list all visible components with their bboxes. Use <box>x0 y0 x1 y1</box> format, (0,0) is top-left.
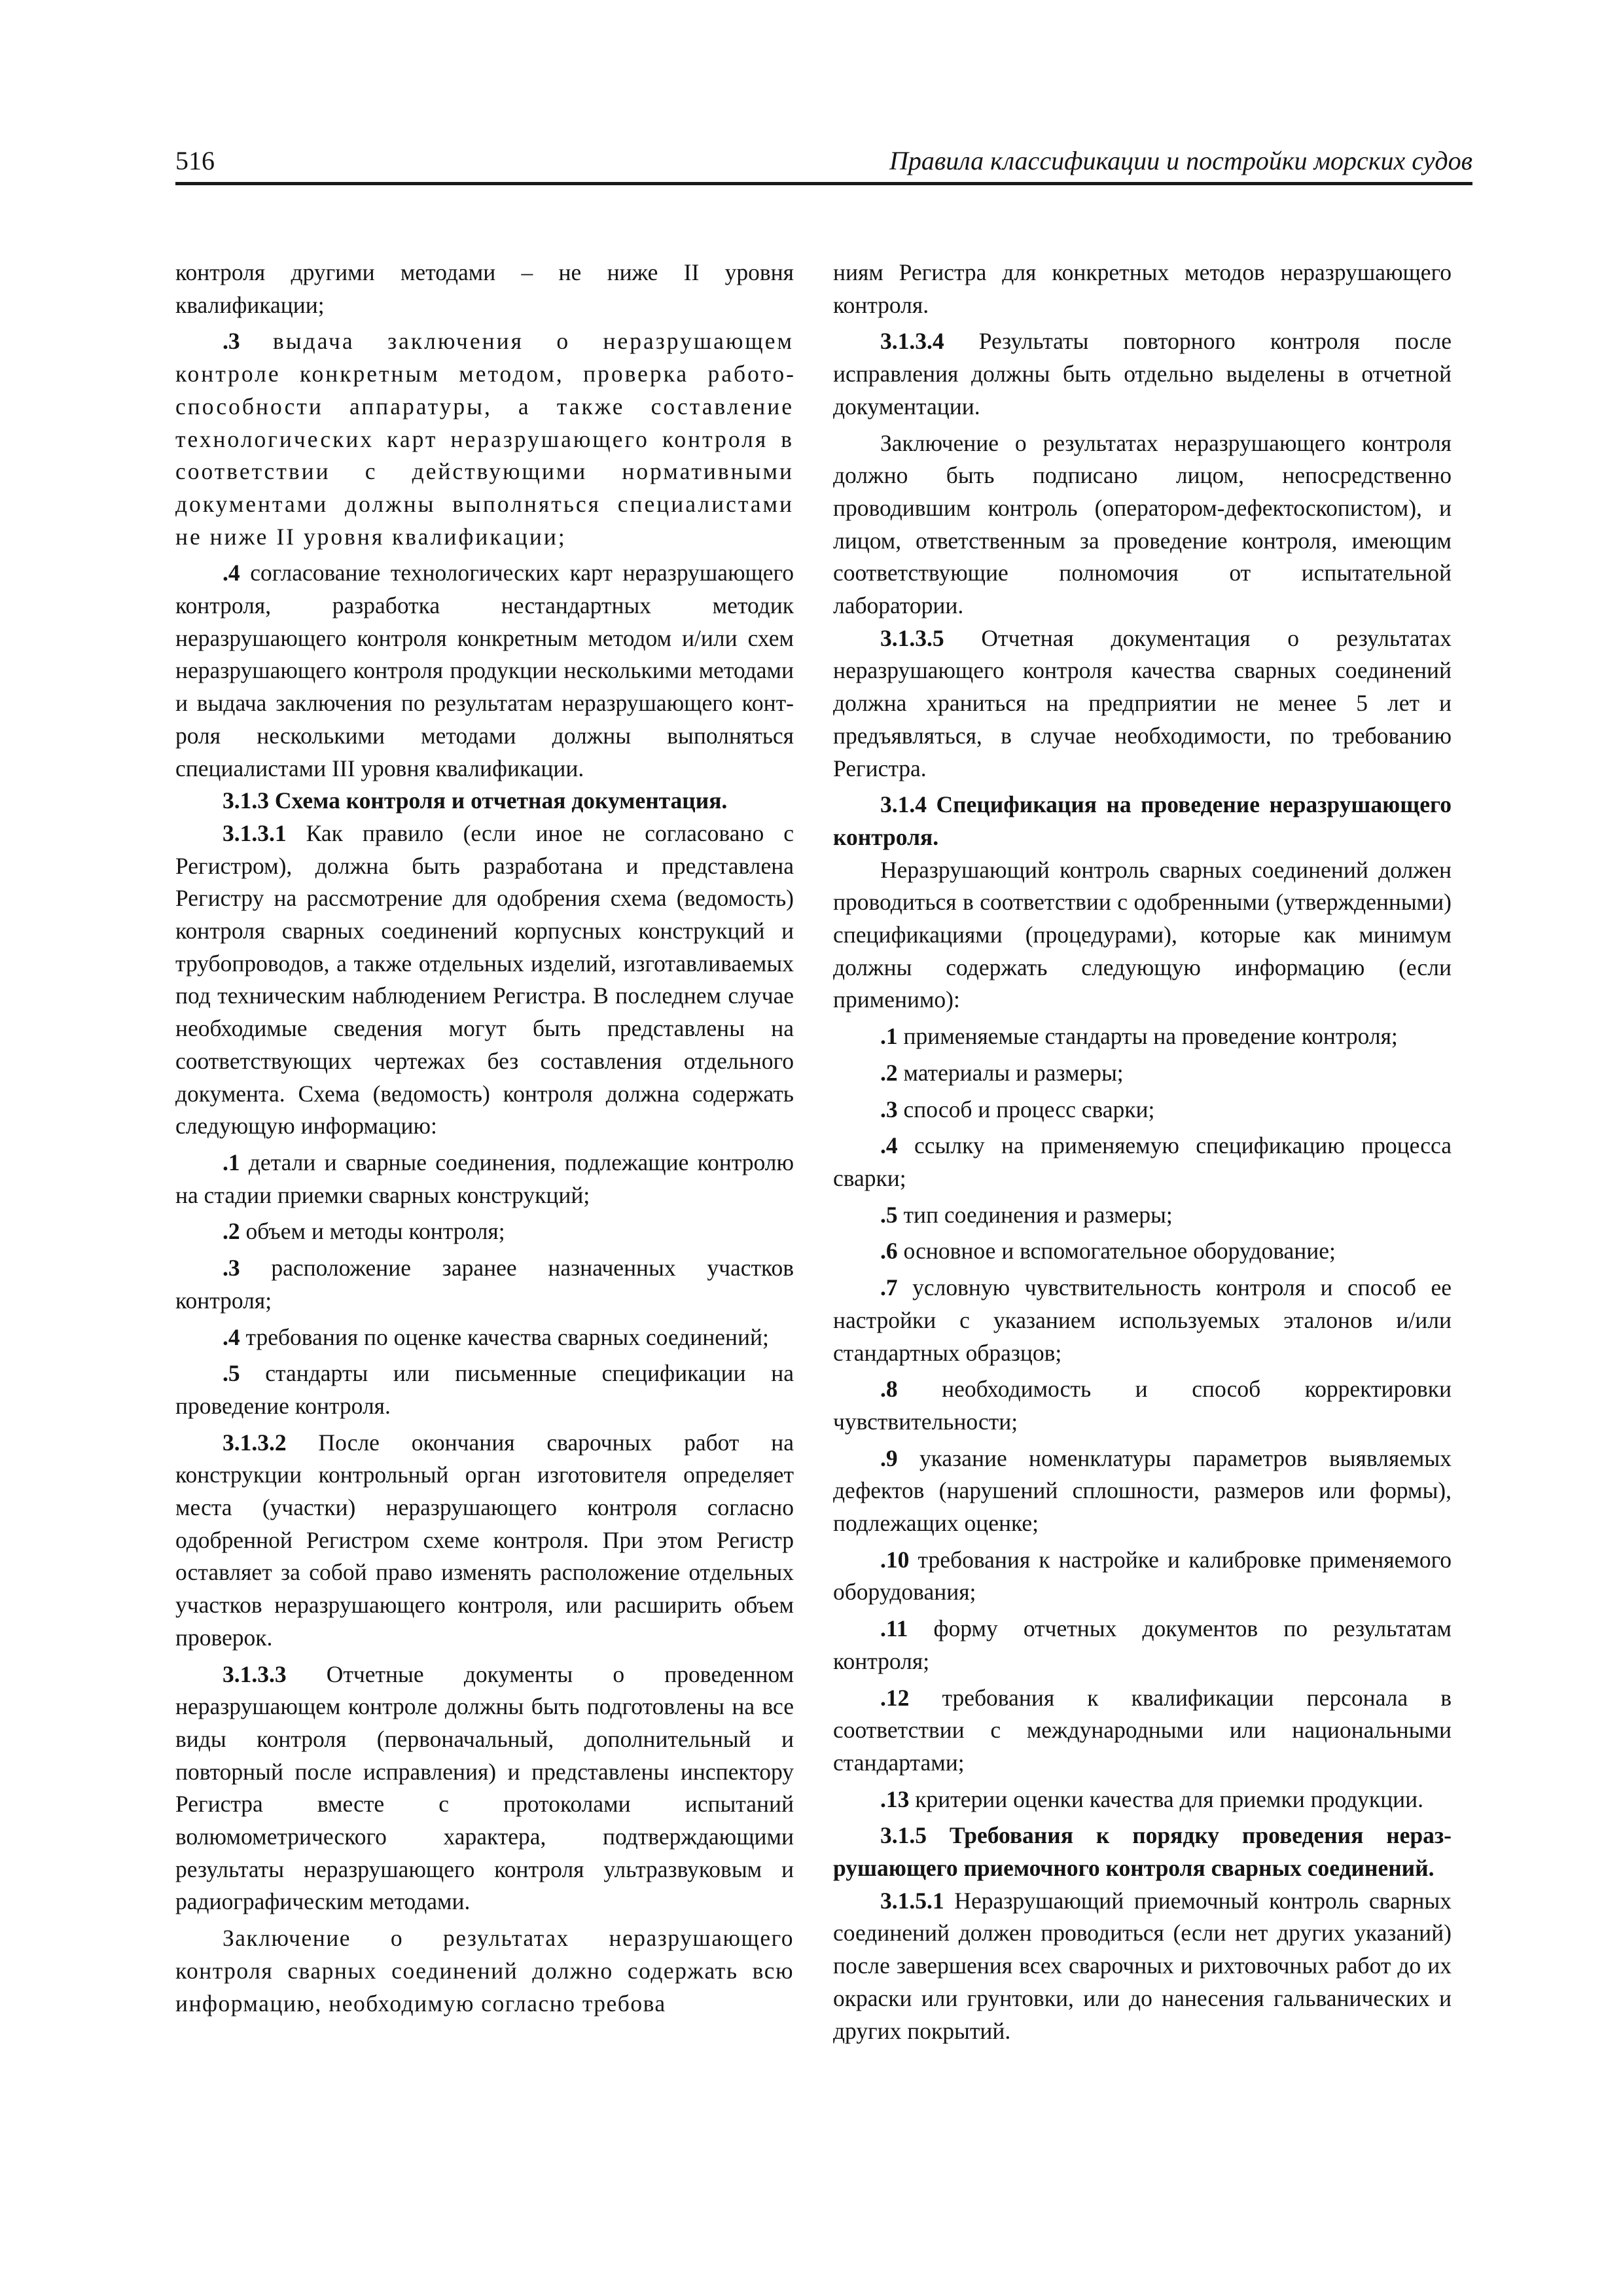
list-item: .4 ссылку на применяемую спецификацию процесса сварки; <box>833 1132 1452 1191</box>
list-item: .7 условную чувствительность контроля и способ ее настройки с указанием используемых эталонов и/или стандартных образцов; <box>833 1274 1452 1366</box>
section-heading-3-1-5: 3.1.5 Требования к порядку проведения неразрушающего приемочного контроля сварных соединений. <box>833 1822 1452 1882</box>
right-column <box>833 257 1452 2047</box>
paragraph: контроля другими методами – не ниже II уровня квалификации; <box>175 259 794 318</box>
list-item: .12 требования к квалификации персонала в соответствии с международными или национальными стандартами; <box>833 1684 1452 1776</box>
paragraph-3-1-3-5: 3.1.3.5 Отчетная документация о результатах неразрушающего контроля качества сварных соединений должна храниться на предприятии не менее 5 лет и предъявляться, в случае необходимости, по требованию Регистра. <box>833 624 1452 781</box>
list-item: .1 детали и сварные соединения, подлежащие контролю на стадии приемки сварных конструкций; <box>175 1149 794 1208</box>
list-item: .5 стандарты или письменные спецификации на проведение контроля. <box>175 1360 794 1419</box>
paragraph-3-1-5-1: 3.1.5.1 Неразрушающий приемочный контроль сварных соединений должен проводиться (если нет других указаний) после завершения всех сварочных и рихтовочных работ до их окраски или грунтовки, или до нанесения гальванических и других покрытий. <box>833 1887 1452 2044</box>
page-number: 516 <box>175 146 215 175</box>
list-item: .4 требования по оценке качества сварных соединений; <box>223 1323 769 1350</box>
list-item: .5 тип соединения и размеры; <box>880 1201 1173 1228</box>
list-item: .2 объем и методы контроля; <box>223 1218 505 1245</box>
paragraph-3-1-3-2: 3.1.3.2 После окончания сварочных работ на конструкции контрольный орган изготовителя определяет места (участки) неразрушающего контроля согласно одобренной Регистром схеме контроля. При этом Регистр оставляет за собой право изменять расположение отдельных участков неразрушающего контроля, или расширить объем проверок. <box>175 1429 794 1651</box>
page-header <box>175 143 1472 185</box>
list-item: .11 форму отчетных документов по результатам контроля; <box>833 1615 1452 1674</box>
list-item: .3 расположение заранее назначенных участков контроля; <box>175 1255 794 1314</box>
paragraph-3-1-3-1: 3.1.3.1 Как правило (если иное не согласовано с Регистром), должна быть разработана и представлена Регистру на рассмотрение для одобрения схема (ведомость) контроля сварных соединений корпусных конструкций и трубопроводов, а также отдельных изделий, изготавливаемых под техническим наблюдением Регистра. В последнем случае необходимые сведения могут быть представлены на соответствующих чертежах без составления отдельного документа. Схема (ведомость) контроля должна содержать следующую информацию: <box>175 819 794 1139</box>
list-item: .3 способ и процесс сварки; <box>880 1096 1155 1122</box>
left-column <box>175 257 794 2020</box>
paragraph: ниям Регистра для конкретных методов неразрушающего контроля. <box>833 259 1452 318</box>
list-item: .1 применяемые стандарты на проведение контроля; <box>880 1023 1398 1050</box>
list-item: .9 указание номенклатуры параметров выявляемых дефектов (нарушений сплошности, размеров или формы), подлежащих оценке; <box>833 1444 1452 1537</box>
paragraph-3-1-3-3: 3.1.3.3 Отчетные документы о проведенном неразрушающем контроле должны быть подготовлены на все виды контроля (первоначальный, дополнительный и повторный после исправления) и представлены инспектору Регистра вместе с протоколами испытаний волюмометрического характера, подтверждающими результаты неразрушающего контроля ультразвуковым и радиографическим методами. <box>175 1660 794 1915</box>
list-item: .6 основное и вспомогательное оборудование; <box>880 1238 1336 1265</box>
list-item: .3 выдача заключения о неразрушающем контроле конкретным методом, проверка работоспособности аппаратуры, а также составление технологических карт неразрушающего контроля в соответствии с действующими нормативными документами должны выполняться специалистами не ниже II уровня квалификации; <box>175 328 794 550</box>
section-heading-3-1-3: 3.1.3 Схема контроля и отчетная документация. <box>223 787 728 814</box>
section-heading-3-1-4: 3.1.4 Спецификация на проведение неразрушающего контроля. <box>833 791 1452 850</box>
paragraph: Неразрушающий контроль сварных соединений должен проводиться в соответствии с одобренными (утвержденными) спецификациями (процедурами), которые как минимум должны содержать следующую информацию (если применимо): <box>833 856 1452 1013</box>
paragraph: Заключение о результатах неразрушающего контроля должно быть подписано лицом, непосредственно проводившим контроль (оператором-дефектоскопистом), и лицом, ответственным за проведение контроля, имеющим соответствующие полномочия от испытательной лаборатории. <box>833 429 1452 619</box>
paragraph: Заключение о результатах неразрушающего контроля сварных соединений должно содержать всю информацию, необходимую согласно требова <box>175 1925 794 2017</box>
paragraph-3-1-3-4: 3.1.3.4 Результаты повторного контроля после исправления должны быть отдельно выделены в отчетной документации. <box>833 328 1452 420</box>
list-item: .10 требования к настройке и калибровке применяемого оборудования; <box>833 1546 1452 1605</box>
list-item: .13 критерии оценки качества для приемки продукции. <box>880 1785 1423 1812</box>
running-title: Правила классификации и постройки морских судов <box>889 146 1472 175</box>
list-item: .8 необходимость и способ корректировки чувствительности; <box>833 1376 1452 1435</box>
list-item: .2 материалы и размеры; <box>880 1059 1124 1086</box>
list-item: .4 согласование технологических карт неразрушающего контроля, разработка нестандартных методик неразрушающего контроля конкретным методом и/или схем неразрушающего контроля продукции несколькими методами и выдача заключения по результатам неразрушающего контроля несколькими методами должны выполняться специалистами III уровня квалификации. <box>175 560 794 781</box>
